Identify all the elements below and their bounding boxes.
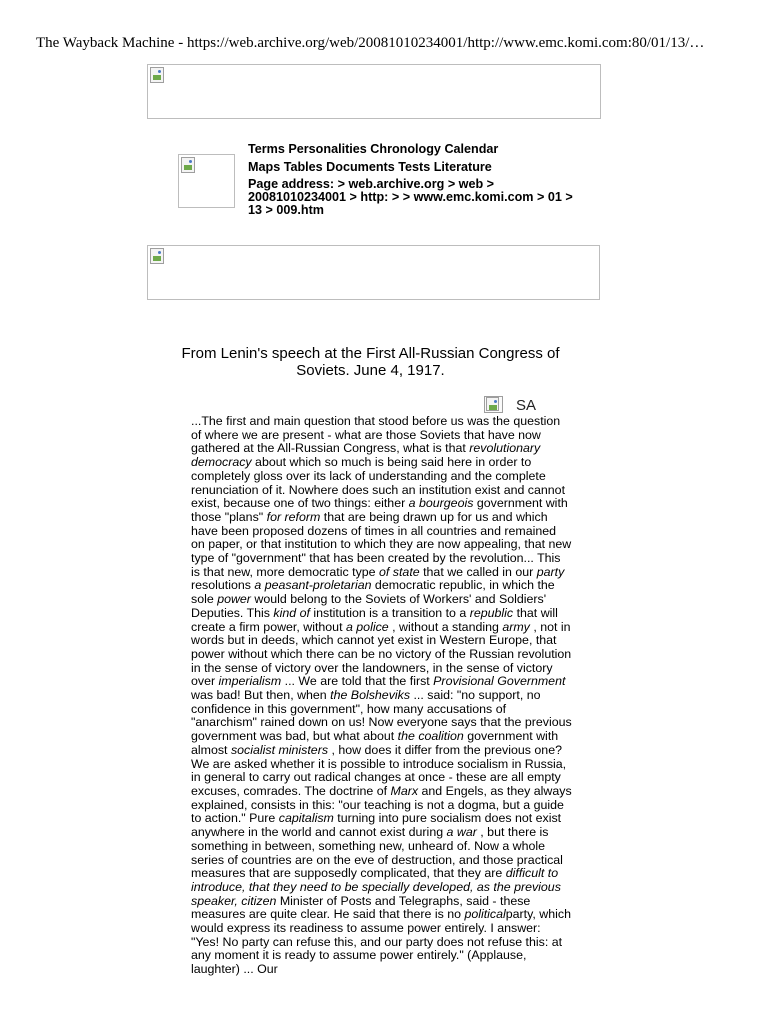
italic-term: party [536,564,565,579]
page-address-line-2: 20081010234001 > http: > > www.emc.komi.com > 01 > [248,190,573,205]
logo-image [178,154,235,208]
side-image [484,396,503,413]
page-address-line-3: 13 > 009.htm [248,203,324,218]
body-text-segment: resolutions [191,578,255,593]
article-body [191,415,572,990]
body-text-segment: , without a standing [388,619,503,634]
nav-link-documents[interactable]: Documents [326,160,395,174]
body-text-segment: was bad! But then, when [191,688,331,703]
body-text-segment: that will create a firm power, without [191,605,558,634]
nav-row-1 [248,142,593,156]
body-text-segment: ...The first and main question that stood before us was the question of where we are present - what are those Soviets that have now gathered at the All-Russian Congress, what is that [191,414,561,456]
italic-term: kind of [273,605,310,620]
nav-link-literature[interactable]: Literature [433,160,492,174]
broken-image-icon [486,397,499,411]
body-text-segment: institution is a transition to a [309,605,470,620]
article-headline: From Lenin's speech at the First All-Russian Congress of Soviets. June 4, 1917. [181,345,560,379]
body-text-segment: Minister of Posts and Telegraphs, said - these measures are quite clear. He said that there is no [191,893,531,922]
nav-link-calendar[interactable]: Calendar [444,142,499,156]
body-text-segment: and Engels, as they always explained, consists in this: "our teaching is not a dogma, but a guide to action." Pure [191,783,572,826]
italic-term: power [217,592,251,607]
body-text-segment: , how does it differ from the previous one? We are asked whether it is possible to introduce socialism in Russia, in general to carry out radical changes at once - these are all empty excuses, comrades. The doctrine of [191,742,567,798]
italic-term: a peasant-proletarian [254,578,372,593]
broken-image-icon [150,67,164,83]
nav-row-2 [248,160,593,174]
nav-link-maps[interactable]: Maps [248,160,281,174]
nav-link-tables[interactable]: Tables [283,160,323,174]
body-text-segment: , but there is something in between, something new, unheard of. Now a whole series of countries are on the eve of destruction, and those practical measures that are supposedly complicated, that they are [191,825,563,881]
italic-term: capitalism [278,811,334,826]
body-text-segment: democratic republic, in which the sole [191,578,555,607]
italic-term: Provisional Government [433,674,566,689]
secondary-banner-image [147,245,600,300]
body-text-segment: turning into pure socialism does not exist anywhere in the world and cannot exist during [191,811,562,840]
italic-term: imperialism [218,674,282,689]
broken-image-icon [150,248,164,264]
italic-term: for reform [266,509,321,524]
nav-link-tests[interactable]: Tests [398,160,431,174]
italic-term: of state [379,564,420,579]
nav-link-personalities[interactable]: Personalities [288,142,367,156]
italic-term: difficult to introduce, that they need to be specially developed, as the previous speaker, citizen [191,866,561,908]
italic-term: a police [345,619,389,634]
navigation-block [248,142,593,218]
italic-term: revolutionary democracy [191,441,541,470]
italic-term: the Bolsheviks [330,688,411,703]
italic-term: the coalition [397,729,464,744]
broken-image-icon [181,157,195,173]
body-text-segment: , not in words but in deeds, which cannot yet exist in Western Europe, that power without which there can be no victory of the Russian revolution in the sense of victory over the landowners, in the sense of victory over [191,619,572,689]
body-text-segment: government with almost [191,729,559,757]
page-address-line-1: Page address: > web.archive.org > web > [248,177,495,191]
nav-link-terms[interactable]: Terms [248,142,285,156]
side-image-label: SA [516,397,537,414]
italic-term: a war [446,825,477,840]
body-text-segment: that we called in our [419,564,537,579]
body-text-segment: government with those "plans" [191,496,568,524]
top-banner-image [147,64,601,119]
italic-term: political [464,907,506,922]
italic-term: Marx [390,783,419,798]
body-text-segment: ... said: "no support, no confidence in this government", how many accusations of "anarchism" rained down on us! Now everyone says that the previous government was bad, but what about [191,688,572,744]
italic-term: republic [469,605,514,620]
italic-term: a bourgeois [408,496,474,511]
italic-term: socialist ministers [230,742,329,757]
body-text-segment: party, which would express its readiness to assume power entirely. I answer: "Yes! No party can refuse this, and our party does not refuse this: at any moment it is ready to assume power entirely." (Applause, laughter) ... Our [191,907,571,977]
body-text-segment: about which so much is being said here in order to completely gloss over its lack of understanding and the complete renunciation of it. Nowhere does such an institution exist and cannot exist, because one of two things: either [191,455,566,511]
body-text-segment: ... We are told that the first [281,674,434,689]
nav-link-chronology[interactable]: Chronology [370,142,441,156]
body-text-segment: that are being drawn up for us and which have been proposed dozens of times in all countries and remained on paper, or that institution to which they are now appealing, that new type of "government" that has been created by the revolution... This is that new, more democratic type [191,509,572,579]
italic-term: army [502,619,530,634]
page-title: The Wayback Machine - https://web.archive.org/web/20081010234001/http://www.emc.komi.com:80/01/13/… [36,35,705,51]
body-text-segment: would belong to the Soviets of Workers' and Soldiers' Deputies. This [191,592,547,620]
